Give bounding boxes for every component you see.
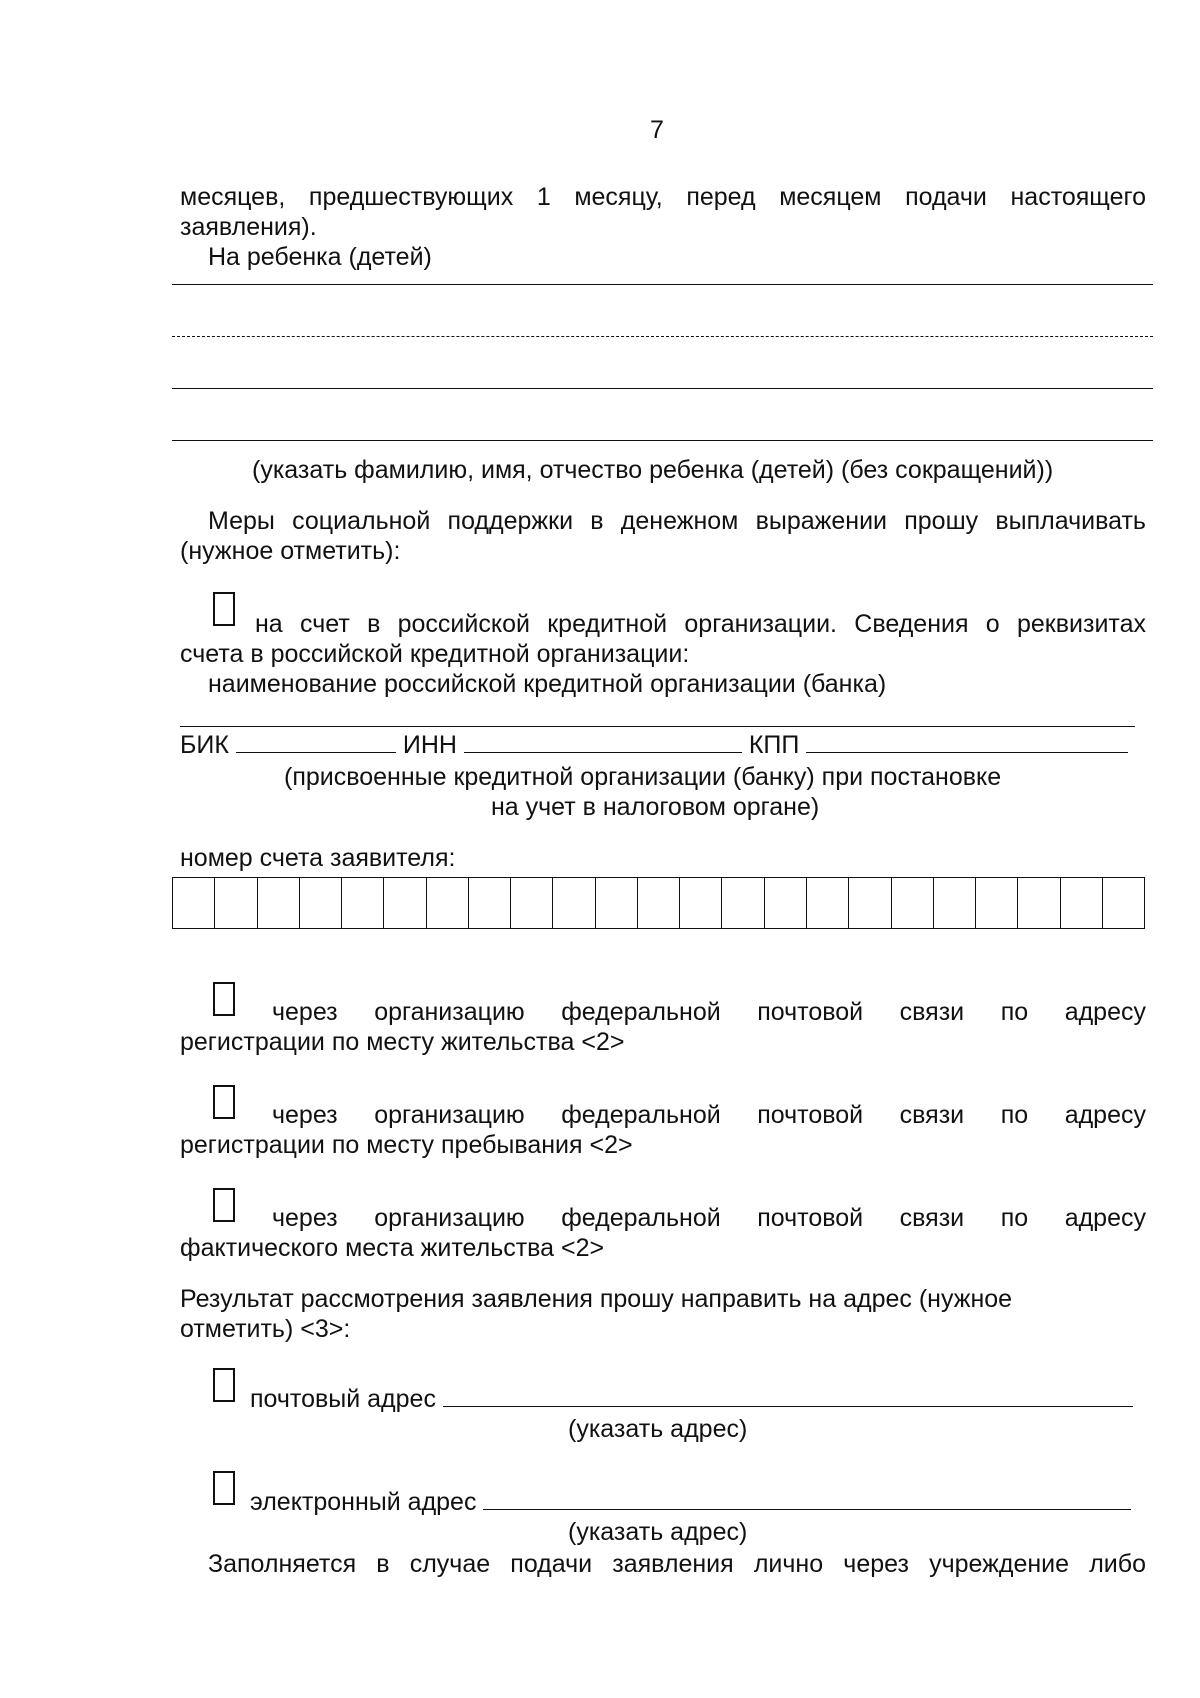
bank-name-label: наименование российской кредитной организации (банка) <box>208 670 887 698</box>
intro-line-1 <box>180 182 1146 212</box>
word: через <box>843 1550 909 1578</box>
email-address-field[interactable] <box>483 1487 1131 1510</box>
word: по <box>1000 1204 1029 1232</box>
word: в <box>590 507 604 535</box>
word: федеральной <box>561 1204 721 1232</box>
word: в <box>367 610 381 638</box>
postal-residence-checkbox[interactable] <box>213 982 235 1016</box>
account-number-cells <box>172 877 1145 929</box>
account-digit-cell[interactable] <box>638 878 680 928</box>
account-digit-cell[interactable] <box>553 878 595 928</box>
word: по <box>1000 998 1029 1026</box>
word: через <box>272 998 338 1026</box>
postal-option-3-line-1 <box>272 1203 1146 1233</box>
child-name-line-1[interactable] <box>172 284 1153 285</box>
word: заявления <box>612 1550 734 1578</box>
postal-address-checkbox[interactable] <box>213 1368 235 1402</box>
kpp-field[interactable] <box>806 730 1128 753</box>
account-digit-cell[interactable] <box>934 878 976 928</box>
account-digit-cell[interactable] <box>892 878 934 928</box>
account-digit-cell[interactable] <box>215 878 257 928</box>
child-name-line-2[interactable] <box>172 336 1153 337</box>
postal-stay-checkbox[interactable] <box>213 1085 235 1119</box>
result-intro-line-2: отметить) <3>: <box>180 1315 351 1343</box>
word: почтовой <box>757 1204 864 1232</box>
bik-label: БИК <box>180 731 229 759</box>
account-digit-cell[interactable] <box>300 878 342 928</box>
word: Сведения <box>854 610 969 638</box>
payment-intro-line-1 <box>208 506 1146 536</box>
bank-name-line[interactable] <box>180 726 1135 727</box>
word: организацию <box>374 998 525 1026</box>
word: случае <box>409 1550 491 1578</box>
result-intro-line-1: Результат рассмотрения заявления прошу направить на адрес (нужное <box>180 1285 1013 1313</box>
word: выражении <box>755 507 887 535</box>
word: счет <box>300 610 350 638</box>
postal-address-field[interactable] <box>443 1384 1133 1407</box>
page-number: 7 <box>650 116 664 144</box>
word: почтовой <box>757 998 864 1026</box>
account-number-label: номер счета заявителя: <box>180 844 456 872</box>
account-digit-cell[interactable] <box>722 878 764 928</box>
word: либо <box>1089 1550 1146 1578</box>
word: подачи <box>510 1550 593 1578</box>
word: федеральной <box>561 998 721 1026</box>
children-label: На ребенка (детей) <box>208 243 432 271</box>
account-digit-cell[interactable] <box>1018 878 1060 928</box>
children-caption: (указать фамилию, имя, отчество ребенка (детей) (без сокращений)) <box>252 456 1054 484</box>
account-digit-cell[interactable] <box>849 878 891 928</box>
word: прошу <box>904 507 979 535</box>
email-address-label: электронный адрес <box>250 1488 477 1516</box>
word: на <box>255 610 283 638</box>
account-digit-cell[interactable] <box>427 878 469 928</box>
postal-option-3-line-2: фактического места жительства <2> <box>180 1234 605 1262</box>
account-digit-cell[interactable] <box>1061 878 1103 928</box>
postal-option-1-line-1 <box>272 997 1146 1027</box>
word: 1 <box>536 183 551 211</box>
word: месяцев, <box>180 183 286 211</box>
word: Заполняется <box>208 1550 357 1578</box>
word: денежном <box>620 507 739 535</box>
account-digit-cell[interactable] <box>807 878 849 928</box>
requisites-caption-2: на учет в налоговом органе) <box>491 793 820 821</box>
word: связи <box>899 998 965 1026</box>
word: предшествующих <box>308 183 514 211</box>
account-digit-cell[interactable] <box>680 878 722 928</box>
bank-account-checkbox[interactable] <box>213 592 235 626</box>
word: Меры <box>208 507 275 535</box>
requisites-caption-1: (присвоенные кредитной организации (банку) при постановке <box>284 763 1002 791</box>
child-name-line-3[interactable] <box>172 388 1153 389</box>
postal-option-2-line-2: регистрации по месту пребывания <2> <box>180 1131 633 1159</box>
word: через <box>272 1101 338 1129</box>
email-address-caption: (указать адрес) <box>568 1518 748 1546</box>
word: реквизитах <box>1016 610 1146 638</box>
child-name-line-4[interactable] <box>172 440 1153 441</box>
requisites-row <box>180 730 1128 760</box>
word: через <box>272 1204 338 1232</box>
word: перед <box>686 183 756 211</box>
word: адресу <box>1064 1101 1146 1129</box>
inn-field[interactable] <box>464 730 742 753</box>
word: кредитной <box>547 610 668 638</box>
postal-option-2-line-1 <box>272 1100 1146 1130</box>
word: организацию <box>374 1204 525 1232</box>
kpp-label: КПП <box>748 731 800 759</box>
word: поддержки <box>447 507 574 535</box>
bank-option-line-2: счета в российской кредитной организации: <box>180 640 690 668</box>
word: подачи <box>905 183 987 211</box>
account-digit-cell[interactable] <box>384 878 426 928</box>
intro-line-2: заявления). <box>180 213 317 241</box>
word: выплачивать <box>995 507 1146 535</box>
word: организацию <box>374 1101 525 1129</box>
word: связи <box>899 1101 965 1129</box>
account-digit-cell[interactable] <box>765 878 807 928</box>
word: федеральной <box>561 1101 721 1129</box>
word: адресу <box>1064 998 1146 1026</box>
postal-address-caption: (указать адрес) <box>568 1415 748 1443</box>
word: о <box>985 610 1000 638</box>
account-digit-cell[interactable] <box>469 878 511 928</box>
postal-address-label: почтовый адрес <box>250 1385 436 1413</box>
account-digit-cell[interactable] <box>173 878 215 928</box>
word: российской <box>397 610 530 638</box>
word: месяцем <box>779 183 882 211</box>
payment-intro-line-2: (нужное отметить): <box>180 537 401 565</box>
postal-actual-checkbox[interactable] <box>213 1188 235 1222</box>
bik-field[interactable] <box>236 730 396 753</box>
inn-label: ИНН <box>402 731 457 759</box>
word: почтовой <box>757 1101 864 1129</box>
word: адресу <box>1064 1204 1146 1232</box>
word: связи <box>899 1204 965 1232</box>
postal-option-1-line-2: регистрации по месту жительства <2> <box>180 1028 625 1056</box>
word: лично <box>753 1550 824 1578</box>
word: месяцу, <box>574 183 663 211</box>
word: социальной <box>292 507 431 535</box>
footer-line <box>208 1549 1146 1579</box>
account-digit-cell[interactable] <box>976 878 1018 928</box>
email-address-row <box>250 1487 1131 1517</box>
word: в <box>376 1550 390 1578</box>
word: настоящего <box>1010 183 1146 211</box>
bank-option-line-1 <box>255 609 1146 639</box>
word: учреждение <box>929 1550 1070 1578</box>
account-digit-cell[interactable] <box>1103 878 1144 928</box>
email-address-checkbox[interactable] <box>213 1471 235 1505</box>
word: по <box>1000 1101 1029 1129</box>
account-digit-cell[interactable] <box>258 878 300 928</box>
word: организации. <box>684 610 838 638</box>
postal-address-row <box>250 1384 1133 1414</box>
account-digit-cell[interactable] <box>511 878 553 928</box>
account-digit-cell[interactable] <box>342 878 384 928</box>
account-digit-cell[interactable] <box>596 878 638 928</box>
